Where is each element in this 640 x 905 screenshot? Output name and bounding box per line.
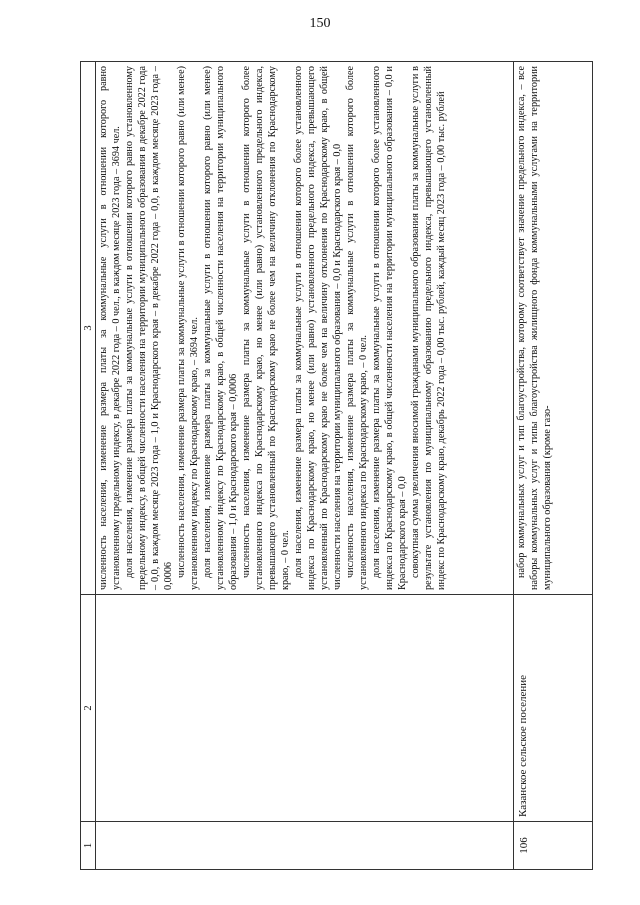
- settlement-name: Казанское сельское поселение: [514, 595, 593, 822]
- paragraph: численность населения, изменение размера платы за коммунальные услуги в отношении которого более установленного индекса по Краснодарскому краю, но менее (или равно) установленного предельного индекса, превышающего установленный по Краснодарскому краю не более чем на величину отклонения по Краснодарскому краю, – 0 чел.: [241, 66, 291, 590]
- row-description: [96, 62, 514, 595]
- paragraph: доля населения, изменение размера платы за коммунальные услуги в отношении которого равно установленному предельному индексу, в общей численности населения на территории муниципального образования в декабре 2022 года – 0,0, в каждом месяце 2023 года – 1,0 и Краснодарского края – в декабре 2022 года – 0,0, в каждом месяце 2023 года – 0,0006: [124, 66, 174, 590]
- page-number: 150: [309, 16, 331, 31]
- paragraph: совокупная сумма увеличения вносимой гражданами муниципального образования платы за коммунальные услуги в результате установления по муниципальному образованию предельного индекса, превышающего установленный индекс по Краснодарскому краю, декабрь 2022 года – 0,00 тыс. рублей, каждый месяц 2023 года – 0,00 тыс. рублей: [410, 66, 447, 590]
- table-header-row: [81, 62, 96, 870]
- settlement-name: [96, 595, 514, 822]
- row-description: [514, 62, 593, 595]
- rotated-table-wrapper: [80, 62, 593, 870]
- header-col-1: 1: [81, 822, 96, 870]
- header-col-3: 3: [81, 62, 96, 595]
- paragraph: численность населения, изменение размера платы за коммунальные услуги в отношении которого более установленного индекса по Краснодарскому краю, – 0 чел.: [345, 66, 369, 590]
- paragraph: набор коммунальных услуг и тип благоустройства, которому соответствует значение предельного индекса, – все наборы коммунальных услуг и типы благоустройства жилищного фонда коммунальными услугами на территории муниципального образования (кроме газо-: [516, 66, 553, 590]
- indices-table: [80, 61, 593, 870]
- table-row: [514, 62, 593, 870]
- paragraph: доля населения, изменение размера платы за коммунальные услуги в отношении которого более установленного индекса по Краснодарскому краю, но менее (или равно) установленного предельного индекса, превышающего установленный по Краснодарскому краю не более чем на величину отклонения по Краснодарскому краю, в общей численности населения на территории муниципального образования – 0,0 и Краснодарского края – 0,0: [293, 66, 343, 590]
- paragraph: численность населения, изменение размера платы за коммунальные услуги в отношении которого равно (или менее) установленному индексу по Краснодарскому краю, – 3694 чел.: [176, 66, 200, 590]
- header-col-2: 2: [81, 595, 96, 822]
- row-number: [96, 822, 514, 870]
- table-row: [96, 62, 514, 870]
- paragraph: численность населения, изменение размера платы за коммунальные услуги в отношении которого равно установленному предельному индексу, в декабре 2022 года – 0 чел., в каждом месяце 2023 года – 3694 чел.: [98, 66, 122, 590]
- row-number: 106: [514, 822, 593, 870]
- paragraph: доля населения, изменение размера платы за коммунальные услуги в отношении которого более установленного индекса по Краснодарскому краю, в общей численности населения на территории муниципального образования – 0,0 и Краснодарского края – 0,0: [371, 66, 408, 590]
- paragraph: доля населения, изменение размера платы за коммунальные услуги в отношении которого равно (или менее) установленному индексу по Краснодарскому краю, в общей численности населения на территории муниципального образования – 1,0 и Краснодарского края – 0,0006: [202, 66, 239, 590]
